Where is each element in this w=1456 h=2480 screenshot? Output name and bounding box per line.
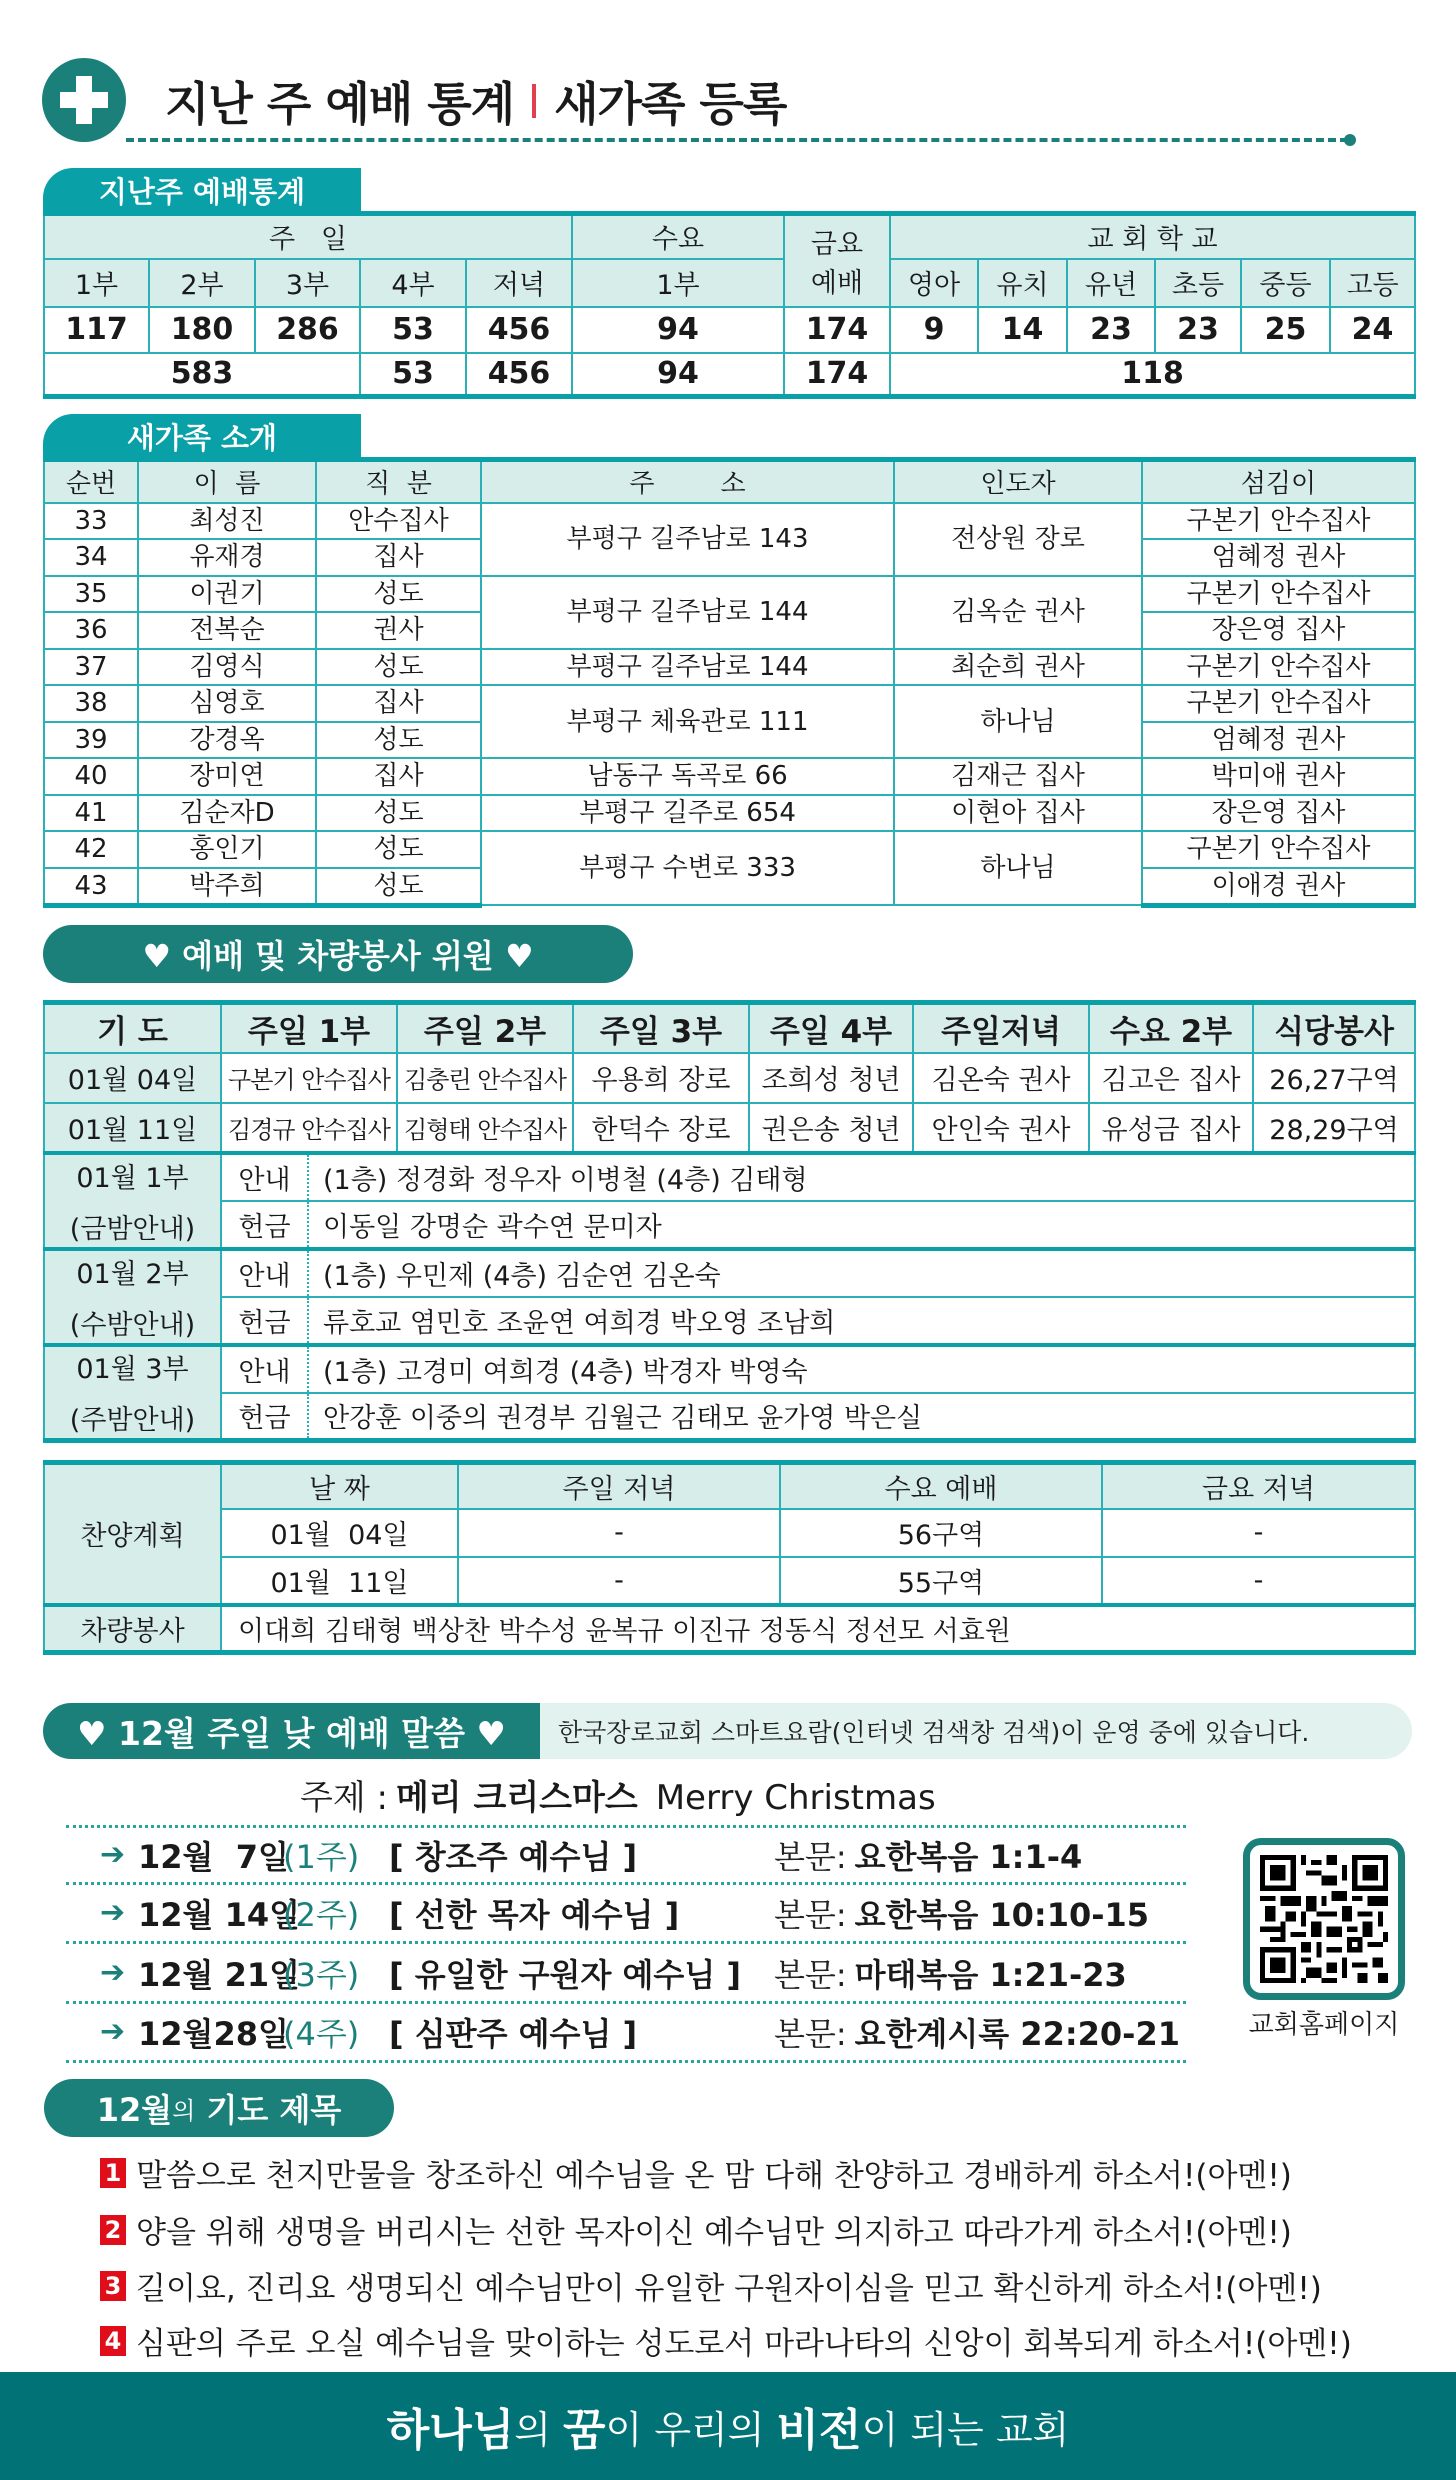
guide-label-2: (금밤안내) <box>69 1213 196 1245</box>
sermon-item <box>100 2004 1190 2059</box>
col-sun-evening: 주일 저녁 <box>458 1463 780 1509</box>
row-server: 박미애 권사 <box>1142 758 1415 795</box>
row-name: 장미연 <box>138 758 316 795</box>
row-server: 구본기 안수집사 <box>1142 831 1415 868</box>
stat-value: 94 <box>572 307 784 353</box>
col-prayer: 기 도 <box>44 1003 221 1053</box>
row-title: 성도 <box>316 722 481 759</box>
row-title: 성도 <box>316 576 481 613</box>
table-row <box>44 1103 1415 1153</box>
row-no: 35 <box>44 576 138 613</box>
stat-value: 14 <box>978 307 1067 353</box>
col-header: 유치 <box>978 259 1067 307</box>
prayer-text: 양을 위해 생명을 버리시는 선한 목자이신 예수님만 의지하고 따라가게 하소서!(아멘!) <box>136 2215 1292 2251</box>
cell: - <box>458 1557 780 1605</box>
row-title: 성도 <box>316 831 481 868</box>
worship-servers-table <box>43 1000 1416 1443</box>
prayer-text: 심판의 주로 오실 예수님을 맞이하는 성도로서 마라나타의 신앙이 회복되게 하소서!(아멘!) <box>136 2326 1352 2362</box>
usher-names: (1층) 우민제 (4층) 김순연 김온숙 <box>308 1249 1415 1297</box>
row-server: 이애경 권사 <box>1142 868 1415 906</box>
row-no: 34 <box>44 539 138 576</box>
prayer-item <box>100 2150 1292 2195</box>
row-date: 01월 11일 <box>44 1103 221 1153</box>
prayer-number-badge: 1 <box>100 2158 126 2188</box>
row-name: 최성진 <box>138 503 316 540</box>
vehicle-row <box>44 1605 1415 1653</box>
row-title: 집사 <box>316 685 481 722</box>
row-guide: 김옥순 권사 <box>894 576 1142 649</box>
guide-label-1: 01월 3부 <box>76 1354 189 1386</box>
col-server: 섬김이 <box>1142 460 1415 503</box>
row-server: 엄혜정 권사 <box>1142 722 1415 759</box>
col-header: 2부 <box>149 259 255 307</box>
sermon-date: 12월 7일 <box>138 1837 289 1876</box>
motto-word: 비전 <box>776 2405 862 2456</box>
row-title: 성도 <box>316 795 481 832</box>
new-family-tab-label: 새가족 소개 <box>43 414 361 459</box>
row-address: 부평구 체육관로 111 <box>481 685 894 758</box>
qr-caption: 교회홈페이지 <box>1248 2010 1400 2040</box>
table-row <box>44 503 1415 540</box>
col-title: 직 분 <box>316 460 481 503</box>
row-address: 부평구 길주남로 144 <box>481 649 894 686</box>
role-offering: 헌금 <box>221 1393 308 1441</box>
sermons-section-pill: ♥ 12월 주일 낮 예배 말씀 ♥ <box>43 1703 540 1759</box>
row-title: 성도 <box>316 868 481 906</box>
vehicle-names: 이대희 김태형 백상찬 박수성 윤복규 이진규 정동식 정선모 서효원 <box>221 1605 1415 1653</box>
praise-plan-table <box>43 1460 1416 1655</box>
stat-value: 117 <box>44 307 149 353</box>
prayer-title: 기도 제목 <box>206 2091 342 2129</box>
row-no: 42 <box>44 831 138 868</box>
row-address: 남동구 독곡로 66 <box>481 758 894 795</box>
row-address: 부평구 길주남로 143 <box>481 503 894 576</box>
title-last-week-stats: 지난 주 예배 통계 <box>165 77 515 131</box>
theme-prefix: 주제 : <box>300 1778 388 1818</box>
row-no: 36 <box>44 612 138 649</box>
group-sunday: 주 일 <box>44 214 572 259</box>
col-name: 이 름 <box>138 460 316 503</box>
row-address: 부평구 수변로 333 <box>481 831 894 905</box>
table-row <box>44 795 1415 832</box>
vehicle-label: 차량봉사 <box>44 1605 221 1653</box>
row-no: 43 <box>44 868 138 906</box>
prayer-text: 길이요, 진리요 생명되신 예수님만이 유일한 구원자이심을 믿고 확신하게 하소서!(아멘!) <box>136 2271 1322 2307</box>
col-header: 1부 <box>572 259 784 307</box>
cell: 26,27구역 <box>1253 1053 1415 1103</box>
guide-label-2: (주밤안내) <box>69 1405 196 1437</box>
col-wed-service: 수요 예배 <box>780 1463 1102 1509</box>
row-name: 강경옥 <box>138 722 316 759</box>
qr-code-icon[interactable] <box>1243 1838 1405 2000</box>
col-header: 저녁 <box>466 259 572 307</box>
row-name: 이권기 <box>138 576 316 613</box>
table-row <box>44 576 1415 613</box>
cell: 김온숙 권사 <box>913 1053 1089 1103</box>
guide-row <box>44 1345 1415 1393</box>
prayer-number-badge: 2 <box>100 2215 126 2245</box>
page-title <box>165 68 786 134</box>
row-no: 41 <box>44 795 138 832</box>
stat-value: 286 <box>255 307 360 353</box>
stat-value: 9 <box>890 307 978 353</box>
guide-label <box>44 1153 221 1249</box>
dotted-divider <box>66 2060 1186 2063</box>
row-server: 구본기 안수집사 <box>1142 649 1415 686</box>
guide-row <box>44 1297 1415 1345</box>
row-guide: 전상원 장로 <box>894 503 1142 576</box>
friday-bottom-label: 예배 <box>810 267 864 299</box>
title-new-family: 새가족 등록 <box>554 77 787 131</box>
role-usher: 안내 <box>221 1249 308 1297</box>
cell: 한덕수 장로 <box>573 1103 749 1153</box>
cell: - <box>458 1509 780 1557</box>
stats-tab-label: 지난주 예배통계 <box>43 168 361 213</box>
stat-value: 53 <box>360 307 466 353</box>
cell: 구본기 안수집사 <box>221 1053 397 1103</box>
prayer-number-badge: 3 <box>100 2271 126 2301</box>
guide-row <box>44 1201 1415 1249</box>
row-name: 김순자D <box>138 795 316 832</box>
attendance-stats-table <box>43 211 1416 399</box>
scripture-ref: 요한복음 10:10-15 <box>854 1895 1150 1934</box>
row-name: 전복순 <box>138 612 316 649</box>
arrow-right-icon: ➔ <box>100 1955 126 1990</box>
row-title: 성도 <box>316 649 481 686</box>
group-friday <box>784 214 890 307</box>
col-header: 3부 <box>255 259 360 307</box>
row-name: 김영식 <box>138 649 316 686</box>
sermon-title: [ 선한 목자 예수님 ] <box>389 1895 680 1934</box>
group-wednesday: 수요 <box>572 214 784 259</box>
guide-label-1: 01월 2부 <box>76 1258 189 1290</box>
total-sunday-4: 53 <box>360 353 466 397</box>
col-address: 주 소 <box>481 460 894 503</box>
row-title: 권사 <box>316 612 481 649</box>
table-row <box>44 831 1415 868</box>
row-no: 33 <box>44 503 138 540</box>
sermon-theme <box>300 1770 936 1819</box>
guide-row <box>44 1153 1415 1201</box>
theme-english: Merry Christmas <box>655 1778 936 1818</box>
table-row <box>44 685 1415 722</box>
row-guide: 하나님 <box>894 831 1142 905</box>
scripture-ref: 요한계시록 22:20-21 <box>854 2014 1180 2053</box>
col-sun3: 주일 3부 <box>573 1003 749 1053</box>
stat-value: 180 <box>149 307 255 353</box>
col-header: 초등 <box>1155 259 1241 307</box>
prayer-number-badge: 4 <box>100 2326 126 2356</box>
role-offering: 헌금 <box>221 1297 308 1345</box>
cell: 55구역 <box>780 1557 1102 1605</box>
offering-names: 안강훈 이중의 권경부 김월근 김태모 윤가영 박은실 <box>308 1393 1415 1441</box>
role-offering: 헌금 <box>221 1201 308 1249</box>
row-address: 부평구 길주로 654 <box>481 795 894 832</box>
plus-circle-icon <box>42 58 126 142</box>
row-no: 38 <box>44 685 138 722</box>
table-row <box>44 1557 1415 1605</box>
prayer-section-pill <box>44 2079 394 2137</box>
stat-value: 23 <box>1155 307 1241 353</box>
sermon-item <box>100 1885 1190 1940</box>
row-name: 유재경 <box>138 539 316 576</box>
col-header: 중등 <box>1241 259 1330 307</box>
col-sun-evening: 주일저녁 <box>913 1003 1089 1053</box>
total-friday: 174 <box>784 353 890 397</box>
divider-dot <box>1344 134 1356 146</box>
motto-word: 이 되는 교회 <box>861 2407 1070 2452</box>
table-row <box>44 1509 1415 1557</box>
scripture-ref: 마태복음 1:21-23 <box>854 1955 1127 1994</box>
offering-names: 이동일 강명순 곽수연 문미자 <box>308 1201 1415 1249</box>
col-header: 유년 <box>1067 259 1155 307</box>
row-server: 장은영 집사 <box>1142 795 1415 832</box>
prayer-item <box>100 2263 1322 2308</box>
prayer-item <box>100 2207 1292 2252</box>
col-sun4: 주일 4부 <box>749 1003 913 1053</box>
prayer-item <box>100 2318 1352 2363</box>
scripture-ref: 요한복음 1:1-4 <box>854 1837 1083 1876</box>
col-guide: 인도자 <box>894 460 1142 503</box>
cell: 01월 11일 <box>221 1557 458 1605</box>
row-title: 집사 <box>316 539 481 576</box>
offering-names: 류호교 염민호 조윤연 여희경 박오영 조남희 <box>308 1297 1415 1345</box>
table-row <box>44 1053 1415 1103</box>
stat-value: 24 <box>1330 307 1415 353</box>
row-name: 박주희 <box>138 868 316 906</box>
sermon-title: [ 창조주 예수님 ] <box>389 1837 638 1876</box>
cell: 28,29구역 <box>1253 1103 1415 1153</box>
cell: 김고은 집사 <box>1089 1053 1253 1103</box>
motto-word: 이 우리의 <box>605 2407 777 2452</box>
total-sunday-evening: 456 <box>466 353 572 397</box>
guide-row <box>44 1249 1415 1297</box>
col-fri-evening: 금요 저녁 <box>1102 1463 1415 1509</box>
scripture-label: 본문: <box>774 1837 847 1876</box>
stat-value: 174 <box>784 307 890 353</box>
motto-word: 하나님 <box>386 2405 515 2456</box>
guide-label <box>44 1345 221 1441</box>
stat-value: 456 <box>466 307 572 353</box>
stat-value: 23 <box>1067 307 1155 353</box>
cell: 안인숙 권사 <box>913 1103 1089 1153</box>
table-row <box>44 758 1415 795</box>
cell: - <box>1102 1557 1415 1605</box>
col-date: 날 짜 <box>221 1463 458 1509</box>
row-server: 구본기 안수집사 <box>1142 576 1415 613</box>
col-sun2: 주일 2부 <box>397 1003 573 1053</box>
role-usher: 안내 <box>221 1153 308 1201</box>
motto-word: 꿈 <box>563 2405 606 2456</box>
row-name: 심영호 <box>138 685 316 722</box>
row-no: 37 <box>44 649 138 686</box>
row-guide: 최순희 권사 <box>894 649 1142 686</box>
cell: 권은송 청년 <box>749 1103 913 1153</box>
cell: 우용희 장로 <box>573 1053 749 1103</box>
row-guide: 김재근 집사 <box>894 758 1142 795</box>
cell: 김충린 안수집사 <box>397 1053 573 1103</box>
col-header: 4부 <box>360 259 466 307</box>
col-header: 고등 <box>1330 259 1415 307</box>
row-server: 구본기 안수집사 <box>1142 685 1415 722</box>
motto-word: 의 <box>514 2407 564 2452</box>
sermon-date: 12월 21일 <box>138 1955 301 1994</box>
cell: 01월 04일 <box>221 1509 458 1557</box>
praise-label: 찬양계획 <box>44 1463 221 1605</box>
cell: 유성금 집사 <box>1089 1103 1253 1153</box>
scripture-label: 본문: <box>774 1895 847 1934</box>
smart-directory-notice: 한국장로교회 스마트요람(인터넷 검색창 검색)이 운영 중에 있습니다. <box>540 1703 1412 1759</box>
arrow-right-icon: ➔ <box>100 1837 126 1872</box>
dotted-divider <box>66 1941 1186 1944</box>
prayer-text: 말씀으로 천지만물을 창조하신 예수님을 온 맘 다해 찬양하고 경배하게 하소서!(아멘!) <box>136 2158 1292 2194</box>
sermon-title: [ 심판주 예수님 ] <box>389 2014 638 2053</box>
scripture-label: 본문: <box>774 1955 847 1994</box>
row-date: 01월 04일 <box>44 1053 221 1103</box>
cell: 김형태 안수집사 <box>397 1103 573 1153</box>
sermon-title: [ 유일한 구원자 예수님 ] <box>389 1955 742 1994</box>
total-sunday-1-3: 583 <box>44 353 360 397</box>
row-address: 부평구 길주남로 144 <box>481 576 894 649</box>
sermon-week: (2주) <box>283 1895 360 1934</box>
row-no: 40 <box>44 758 138 795</box>
row-guide: 하나님 <box>894 685 1142 758</box>
scripture-label: 본문: <box>774 2014 847 2053</box>
sermon-date: 12월 14일 <box>138 1895 301 1934</box>
table-row <box>44 649 1415 686</box>
guide-label-1: 01월 1부 <box>76 1162 189 1194</box>
col-kitchen: 식당봉사 <box>1253 1003 1415 1053</box>
sermon-week: (4주) <box>283 2014 360 2053</box>
row-server: 구본기 안수집사 <box>1142 503 1415 540</box>
theme-korean: 메리 크리스마스 <box>395 1778 638 1818</box>
cell: 56구역 <box>780 1509 1102 1557</box>
prayer-suffix: 의 <box>172 2096 196 2125</box>
header-dotted-divider <box>126 138 1348 142</box>
cell: 김경규 안수집사 <box>221 1103 397 1153</box>
col-header: 영아 <box>890 259 978 307</box>
title-divider <box>532 84 536 118</box>
cell: 조희성 청년 <box>749 1053 913 1103</box>
stat-value: 25 <box>1241 307 1330 353</box>
role-usher: 안내 <box>221 1345 308 1393</box>
col-wed2: 수요 2부 <box>1089 1003 1253 1053</box>
sermon-week: (3주) <box>283 1955 360 1994</box>
sermon-date: 12월28일 <box>138 2014 289 2053</box>
row-no: 39 <box>44 722 138 759</box>
col-header: 1부 <box>44 259 149 307</box>
sermon-item <box>100 1945 1190 2000</box>
row-name: 홍인기 <box>138 831 316 868</box>
new-family-table <box>43 457 1416 908</box>
group-school: 교 회 학 교 <box>890 214 1415 259</box>
usher-names: (1층) 정경화 정우자 이병철 (4층) 김태형 <box>308 1153 1415 1201</box>
cell: - <box>1102 1509 1415 1557</box>
church-motto-footer <box>0 2372 1456 2480</box>
row-server: 엄혜정 권사 <box>1142 539 1415 576</box>
total-school: 118 <box>890 353 1415 397</box>
row-guide: 이현아 집사 <box>894 795 1142 832</box>
row-title: 집사 <box>316 758 481 795</box>
guide-label-2: (수밤안내) <box>69 1309 196 1341</box>
guide-label <box>44 1249 221 1345</box>
col-no: 순번 <box>44 460 138 503</box>
arrow-right-icon: ➔ <box>100 2014 126 2049</box>
col-sun1: 주일 1부 <box>221 1003 397 1053</box>
sermon-week: (1주) <box>283 1837 360 1876</box>
usher-names: (1층) 고경미 여희경 (4층) 박경자 박영숙 <box>308 1345 1415 1393</box>
arrow-right-icon: ➔ <box>100 1895 126 1930</box>
total-wednesday: 94 <box>572 353 784 397</box>
servers-section-pill: ♥ 예배 및 차량봉사 위원 ♥ <box>43 925 633 983</box>
friday-top-label: 금요 <box>810 228 864 260</box>
prayer-month: 12월 <box>96 2091 173 2129</box>
guide-row <box>44 1393 1415 1441</box>
sermon-item <box>100 1827 1190 1882</box>
row-server: 장은영 집사 <box>1142 612 1415 649</box>
row-title: 안수집사 <box>316 503 481 540</box>
